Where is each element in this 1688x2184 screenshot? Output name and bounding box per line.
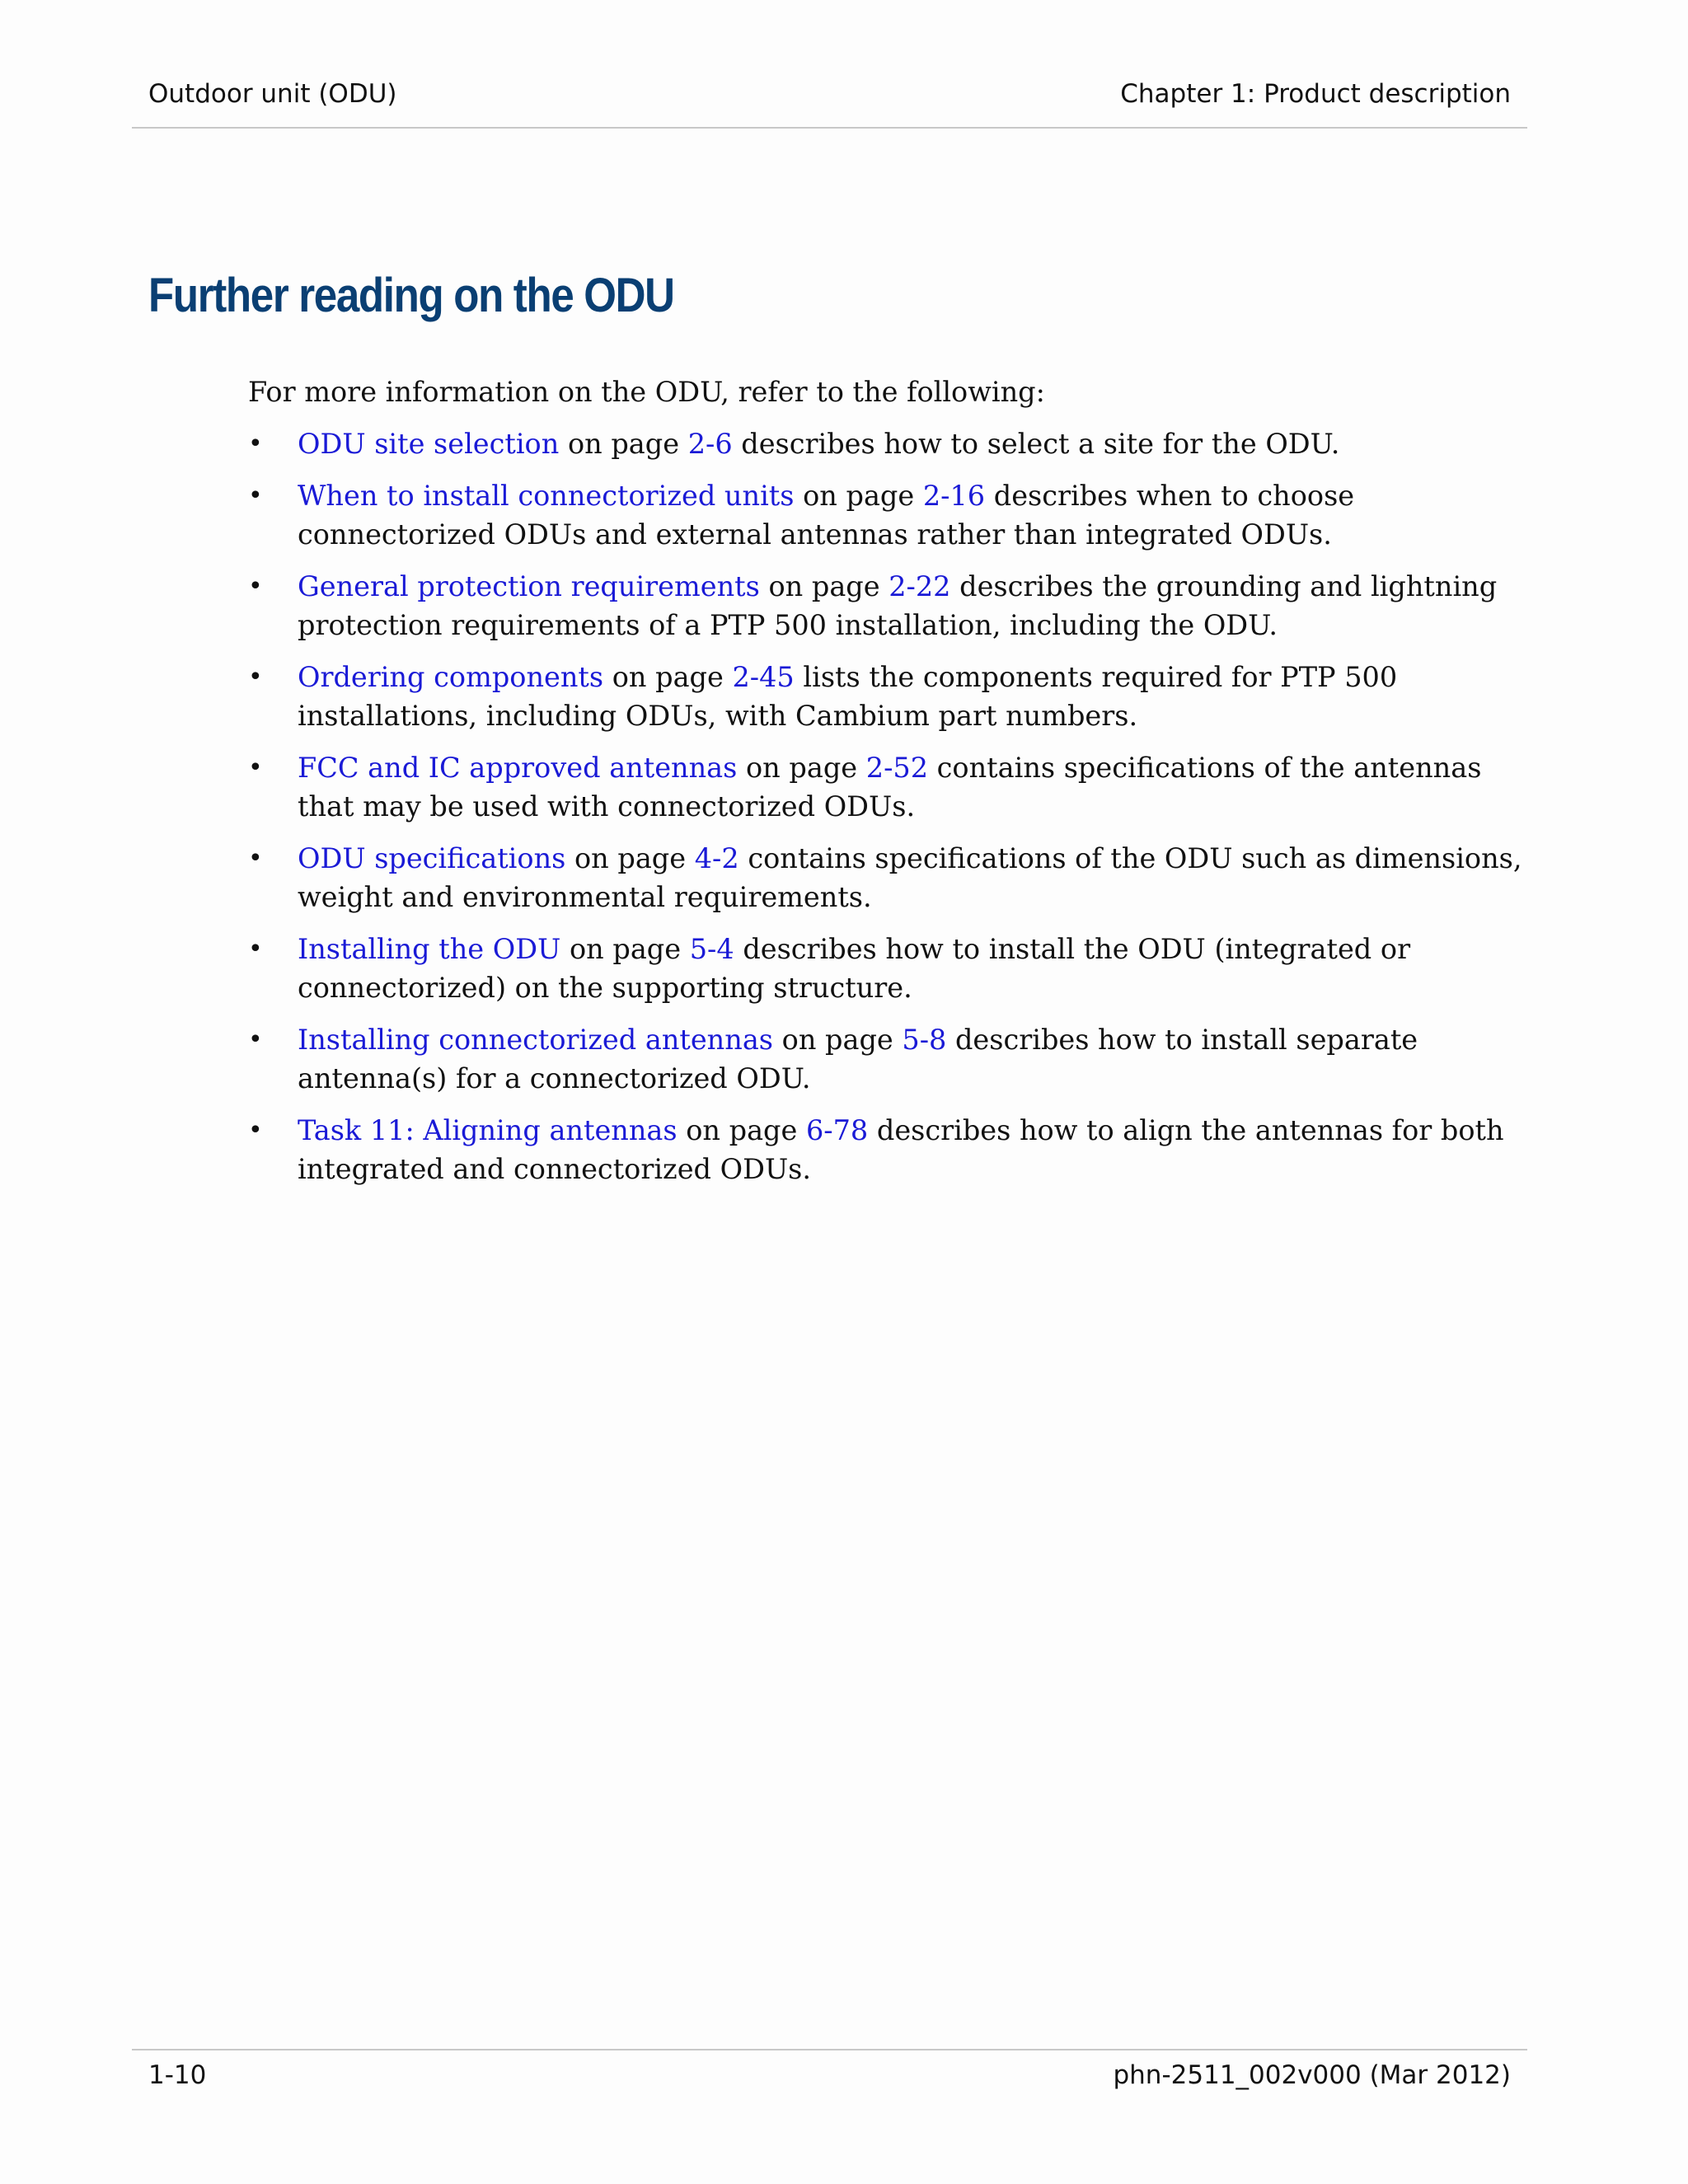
list-item — [248, 1020, 1534, 1098]
page-number: 1-10 — [148, 2060, 207, 2090]
on-page-text: on page — [565, 842, 695, 874]
item-description: describes how to install the ODU (integrated or connectorized) on the supporting structure. — [298, 933, 1411, 1004]
bullet-icon: • — [248, 481, 263, 510]
item-description: describes how to align the antennas for both integrated and connectorized ODUs. — [298, 1114, 1504, 1185]
item-description: describes how to select a site for the ODU. — [732, 428, 1340, 460]
list-item — [248, 1111, 1534, 1188]
page-link[interactable]: 5-4 — [689, 933, 734, 965]
page-link[interactable]: 2-22 — [889, 570, 951, 602]
on-page-text: on page — [560, 933, 690, 965]
xref-link[interactable]: ODU site selection — [298, 428, 560, 460]
xref-link[interactable]: When to install connectorized units — [298, 480, 795, 512]
bullet-icon: • — [248, 1116, 263, 1145]
page-link[interactable]: 6-78 — [805, 1114, 869, 1146]
xref-link[interactable]: Installing the ODU — [298, 933, 561, 965]
item-description: describes how to install separate antenna(s) for a connectorized ODU. — [298, 1024, 1418, 1094]
on-page-text: on page — [737, 752, 866, 784]
list-item — [248, 567, 1534, 644]
list-item — [248, 748, 1534, 826]
bullet-icon: • — [248, 1025, 263, 1054]
reference-list — [248, 424, 1534, 1188]
list-item — [248, 658, 1534, 735]
on-page-text: on page — [559, 428, 688, 460]
running-header — [132, 0, 1527, 129]
on-page-text: on page — [677, 1114, 806, 1146]
xref-link[interactable]: FCC and IC approved antennas — [298, 752, 738, 784]
header-section-name: Outdoor unit (ODU) — [148, 79, 397, 109]
item-description: contains specifications of the antennas that may be used with connectorized ODUs. — [298, 752, 1482, 823]
running-footer — [132, 2049, 1527, 2116]
bullet-icon: • — [248, 429, 263, 458]
section-body — [248, 373, 1534, 1202]
bullet-icon: • — [248, 572, 263, 601]
page-link[interactable]: 2-16 — [922, 480, 986, 512]
xref-link[interactable]: Installing connectorized antennas — [298, 1024, 773, 1056]
page-link[interactable]: 4-2 — [694, 842, 739, 874]
page-link[interactable]: 2-52 — [865, 752, 929, 784]
bullet-icon: • — [248, 753, 263, 782]
section-title: Further reading on the ODU — [148, 269, 674, 322]
on-page-text: on page — [603, 661, 733, 693]
item-description: describes when to choose connectorized ODUs and external antennas rather than integrated ODUs. — [298, 480, 1355, 551]
page-link[interactable]: 5-8 — [902, 1024, 947, 1056]
list-item — [248, 839, 1534, 916]
header-chapter-name: Chapter 1: Product description — [1120, 79, 1511, 109]
document-id: phn-2511_002v000 (Mar 2012) — [1113, 2060, 1511, 2090]
on-page-text: on page — [773, 1024, 903, 1056]
list-item — [248, 930, 1534, 1007]
page-link[interactable]: 2-45 — [732, 661, 795, 693]
bullet-icon: • — [248, 935, 263, 963]
item-description: lists the components required for PTP 500 installations, including ODUs, with Cambium part numbers. — [298, 661, 1398, 732]
bullet-icon: • — [248, 663, 263, 691]
item-description: contains specifications of the ODU such as dimensions, weight and environmental requirements. — [298, 842, 1522, 913]
intro-text: For more information on the ODU, refer to the following: — [248, 376, 1045, 408]
xref-link[interactable]: Ordering components — [298, 661, 604, 693]
page-link[interactable]: 2-6 — [687, 428, 733, 460]
xref-link[interactable]: Task 11: Aligning antennas — [298, 1114, 678, 1146]
bullet-icon: • — [248, 844, 263, 873]
on-page-text: on page — [794, 480, 923, 512]
on-page-text: on page — [759, 570, 889, 602]
xref-link[interactable]: ODU specifications — [298, 842, 566, 874]
item-description: describes the grounding and lightning protection requirements of a PTP 500 installation, including the ODU. — [298, 570, 1498, 641]
list-item — [248, 424, 1534, 463]
list-item — [248, 476, 1534, 554]
xref-link[interactable]: General protection requirements — [298, 570, 760, 602]
